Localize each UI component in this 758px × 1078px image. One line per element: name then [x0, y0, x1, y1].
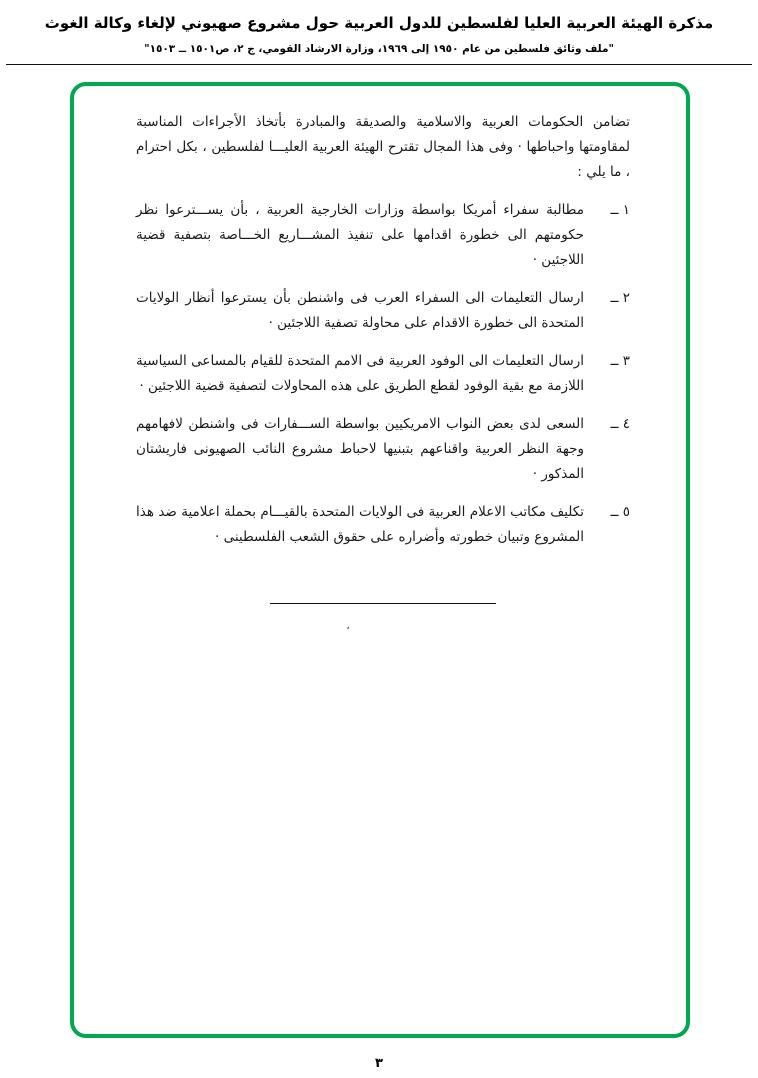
list-item — [136, 349, 630, 399]
list-item — [136, 412, 630, 487]
list-item — [136, 500, 630, 550]
source-citation: "ملف وثائق فلسطين من عام ١٩٥٠ إلى ١٩٦٩، وزارة الارشاد القومي، ج ٢، ص١٥٠١ ــ ١٥٠٣" — [144, 43, 614, 55]
page-number: ٣ — [375, 1056, 383, 1071]
item-number: ١ ــ — [610, 201, 630, 218]
intro-paragraph: تضامن الحكومات العربية والاسلامية والصديقة والمبادرة بأتخاذ الأجراءات المناسبة لمقاومتها واحباطها · وفى هذا المجال تقترح الهيئة العربية العليـــا لفلسطين ، بكل احترام ، ما يلي : — [136, 114, 630, 180]
green-border-frame — [70, 82, 690, 1038]
document-title: مذكرة الهيئة العربية العليا لفلسطين للدول العربية حول مشروع صهيوني لإلغاء وكالة الغوث — [44, 14, 714, 32]
document-header — [0, 0, 758, 55]
item-number: ٣ ــ — [610, 352, 630, 369]
item-text: ارسال التعليمات الى الوفود العربية فى الامم المتحدة للقيام بالمساعى السياسية اللازمة مع بقية الوفود لقطع الطريق على هذه المحاولات لتصفية قضية اللاجئين · — [136, 352, 584, 394]
document-body — [74, 86, 686, 636]
footnote-separator-line — [270, 603, 496, 604]
footnote-mark: ، — [346, 620, 350, 632]
item-number: ٤ ــ — [610, 415, 630, 432]
header-divider — [6, 64, 752, 65]
numbered-list — [136, 198, 630, 550]
item-text: مطالبة سفراء أمريكا بواسطة وزارات الخارجية العربية ، بأن يســـترعوا نظر حكومتهم الى خطورة اقدامها على تنفيذ المشـــاريع الخـــاصة بتصفية قضية اللاجئين · — [136, 201, 584, 268]
item-text: ارسال التعليمات الى السفراء العرب فى واشنطن بأن يسترعوا أنظار الولايات المتحدة الى خطورة الاقدام على محاولة تصفية اللاجئين · — [136, 289, 584, 331]
item-text: تكليف مكاتب الاعلام العربية فى الولايات المتحدة بالقيـــام بحملة اعلامية ضد هذا المشروع وتبيان خطورته وأضراره على حقوق الشعب الفلسطينى · — [136, 503, 584, 545]
item-number: ٥ ــ — [610, 503, 630, 520]
footnote-separator — [136, 592, 630, 617]
list-item — [136, 286, 630, 336]
item-number: ٢ ــ — [610, 289, 630, 306]
item-text: السعى لدى بعض النواب الامريكيين بواسطة الســـفارات فى واشنطن لافهامهم وجهة النظر العربية واقناعهم بتبنيها لاحباط مشروع النائب الصهيونى فاريشتان المذكور · — [136, 415, 584, 482]
list-item — [136, 198, 630, 273]
